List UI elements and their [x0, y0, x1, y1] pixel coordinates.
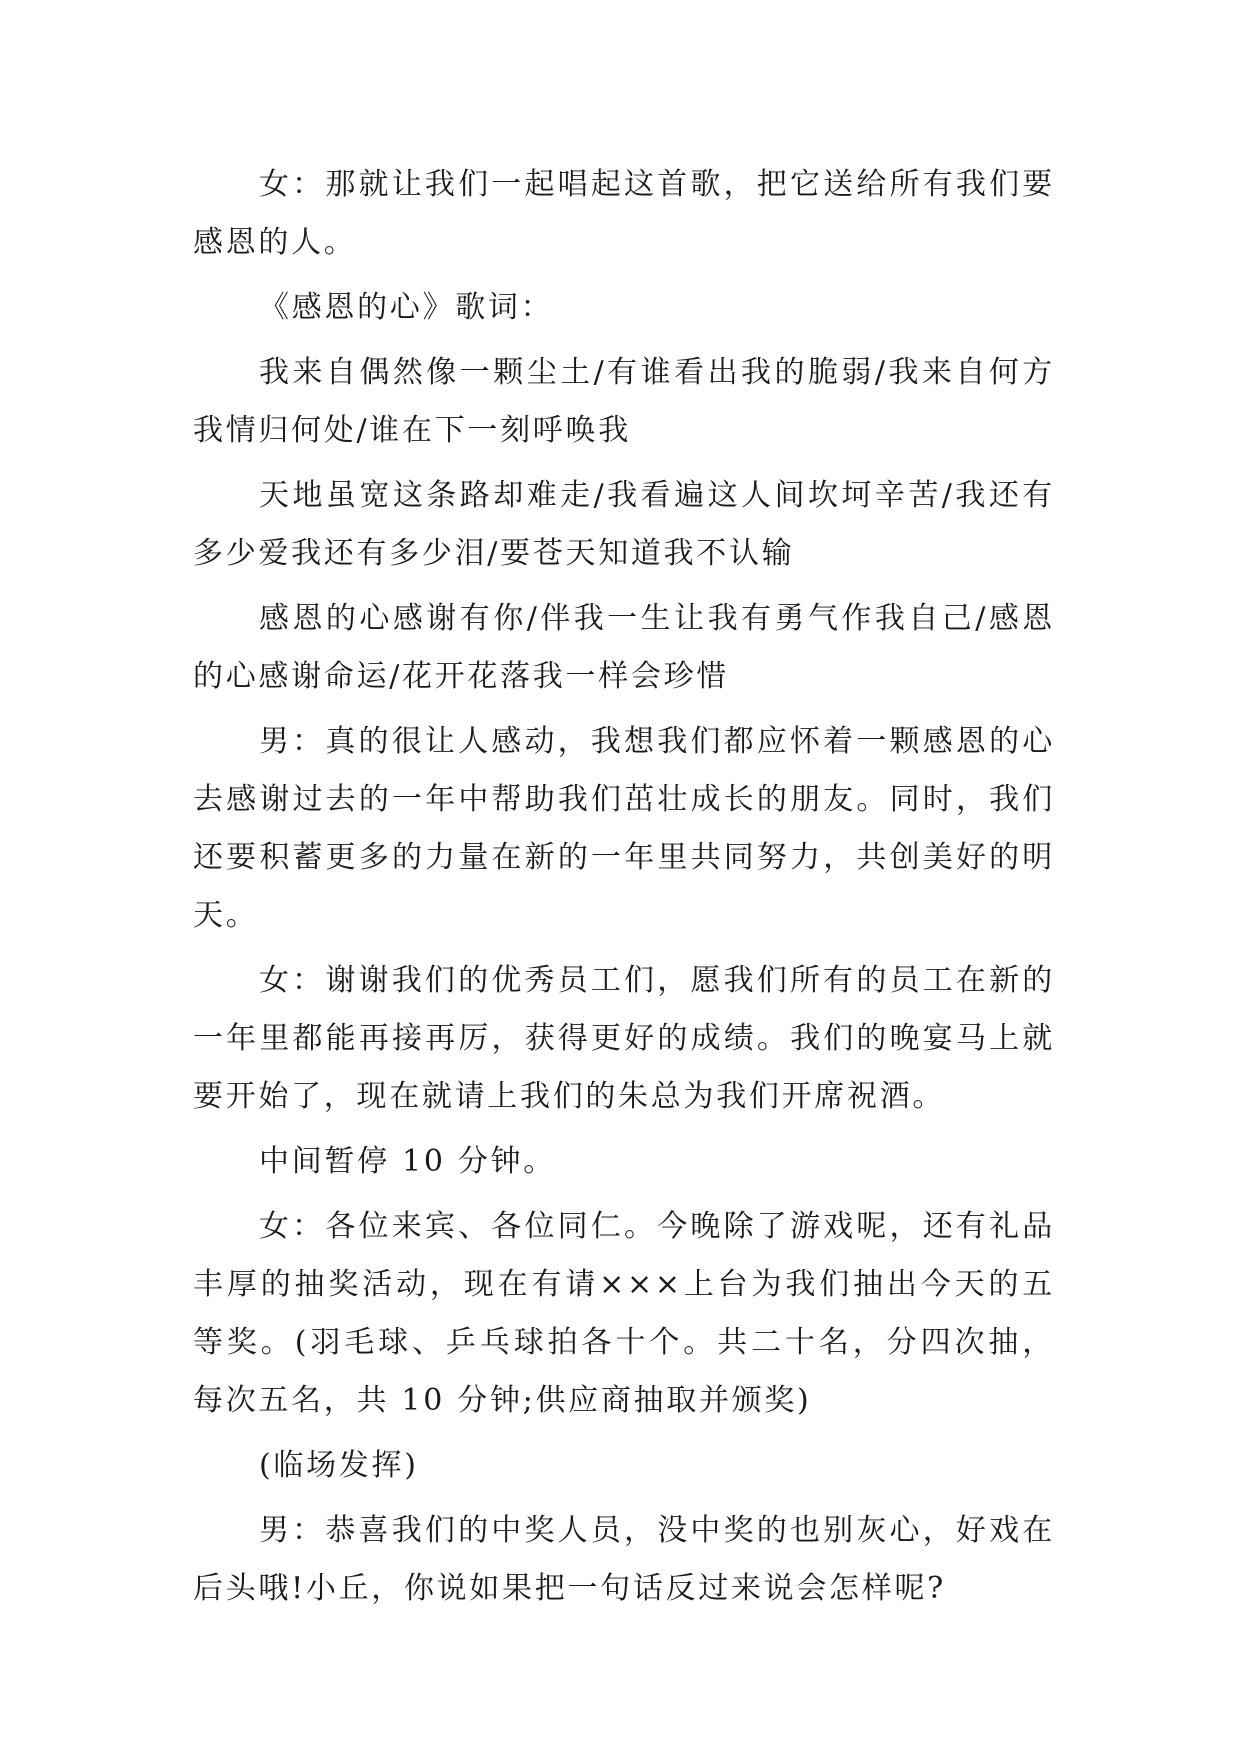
- paragraph-male-host-1: 男：真的很让人感动，我想我们都应怀着一颗感恩的心去感谢过去的一年中帮助我们茁壮成长的朋友。同时，我们还要积蓄更多的力量在新的一年里共同努力，共创美好的明天。: [193, 724, 1055, 933]
- lyrics-verse-1: 我来自偶然像一颗尘土/有谁看出我的脆弱/我来自何方我情归何处/谁在下一刻呼唤我: [193, 355, 1055, 448]
- paragraph-female-host-2: 女：谢谢我们的优秀员工们，愿我们所有的员工在新的一年里都能再接再厉，获得更好的成绩。我们的晚宴马上就要开始了，现在就请上我们的朱总为我们开席祝酒。: [193, 963, 1055, 1114]
- paragraph-intermission: 中间暂停 10 分钟。: [259, 1144, 556, 1179]
- lyrics-verse-2: 天地虽宽这条路却难走/我看遍这人间坎坷辛苦/我还有多少爱我还有多少泪/要苍天知道我不认输: [193, 478, 1055, 571]
- song-title-paragraph: 《感恩的心》歌词：: [259, 290, 554, 325]
- paragraph-male-host-2: 男：恭喜我们的中奖人员，没中奖的也别灰心，好戏在后头哦!小丘，你说如果把一句话反过来说会怎样呢?: [193, 1513, 1055, 1606]
- paragraph-improvise: (临场发挥): [259, 1448, 419, 1483]
- document-body: [193, 156, 1055, 1625]
- lyrics-chorus: 感恩的心感谢有你/伴我一生让我有勇气作我自己/感恩的心感谢命运/花开花落我一样会珍惜: [193, 601, 1055, 694]
- paragraph-lottery: 女：各位来宾、各位同仁。今晚除了游戏呢，还有礼品丰厚的抽奖活动，现在有请×××上台为我们抽出今天的五等奖。(羽毛球、乒乓球拍各十个。共二十名，分四次抽，每次五名，共 10 分钟;供应商抽取并颁奖): [193, 1209, 1055, 1418]
- paragraph-1: 女：那就让我们一起唱起这首歌，把它送给所有我们要感恩的人。: [193, 167, 1055, 260]
